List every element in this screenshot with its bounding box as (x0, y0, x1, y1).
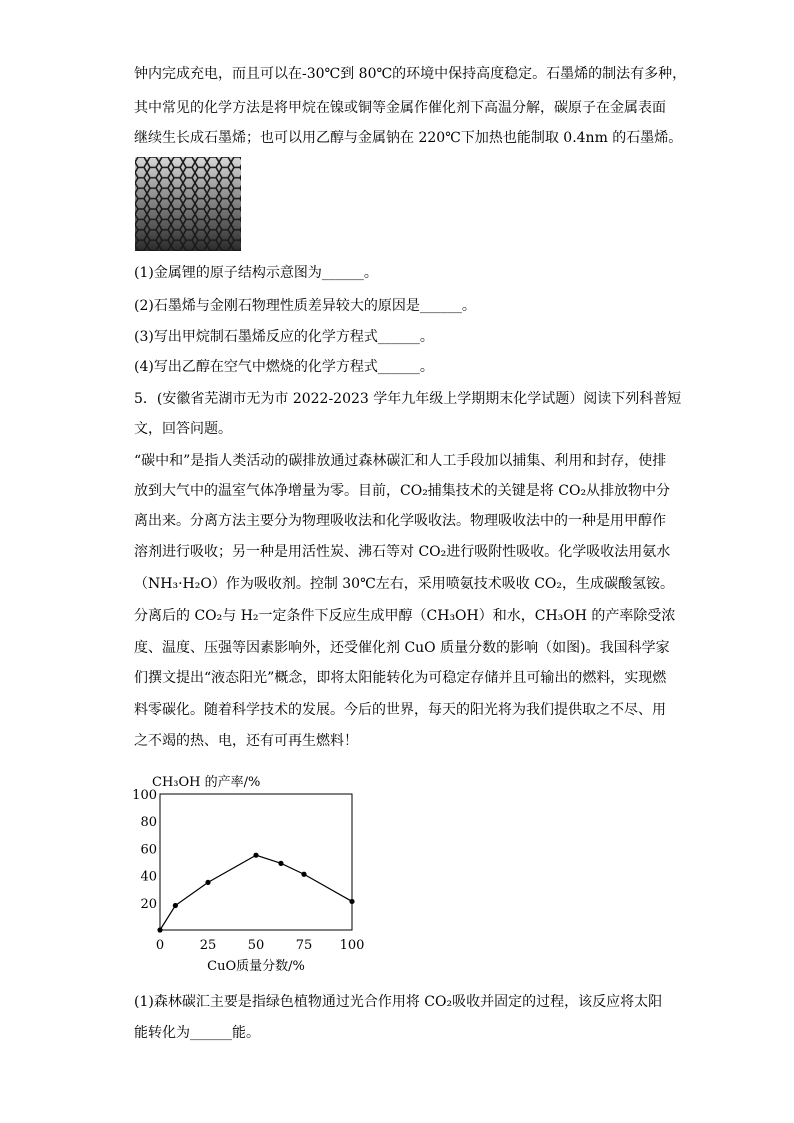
chart-data-point (173, 903, 178, 908)
passage-line-1: “碳中和”是指人类活动的碳排放通过森林碳汇和人工手段加以捕集、利用和封存，使排 (134, 453, 667, 469)
x-tick-label: 75 (295, 938, 313, 953)
passage-line-9: 料零碳化。随着科学技术的发展。今后的世界，每天的阳光将为我们提供取之不尽、用 (134, 702, 666, 718)
chart-plot-frame (160, 794, 352, 930)
graphene-lattice-image (135, 157, 241, 251)
chart-data-point (205, 880, 210, 885)
q5-question-line-2: 能转化为______能。 (134, 1025, 260, 1041)
cuo-yield-chart (128, 768, 368, 978)
question-4-3: (3)写出甲烷制石墨烯反应的化学方程式______。 (134, 329, 434, 345)
x-tick-label: 100 (339, 938, 365, 953)
question-4-2: (2)石墨烯与金刚石物理性质差异较大的原因是______。 (134, 298, 476, 314)
chart-data-point (253, 853, 258, 858)
chart-ylabel: CH₃OH 的产率/% (152, 775, 261, 790)
y-tick-label: 100 (132, 788, 157, 803)
y-tick-label: 20 (140, 896, 157, 912)
passage-line-8: 们撰文提出“液态阳光”概念，即将太阳能转化为可稳定存储并且可输出的燃料，实现燃 (134, 670, 667, 686)
question-4-4: (4)写出乙醇在空气中燃烧的化学方程式______。 (134, 359, 434, 375)
passage-line-7: 度、温度、压强等因素影响外，还受催化剂 CuO 质量分数的影响（如图)。我国科学家 (134, 640, 670, 656)
q5-header-line-2: 文，回答问题。 (134, 421, 232, 437)
x-tick-label: 0 (155, 938, 165, 953)
y-tick-label: 40 (140, 869, 157, 885)
q5-question-line-1: (1)森林碳汇主要是指绿色植物通过光合作用将 CO₂吸收并固定的过程，该反应将太阳 (134, 994, 663, 1010)
y-tick-label: 80 (140, 815, 157, 831)
chart-xlabel: CuO质量分数/% (207, 959, 305, 974)
chart-data-point (301, 872, 306, 877)
passage-line-6: 分离后的 CO₂与 H₂一定条件下反应生成甲醇（CH₃OH）和水，CH₃OH 的产率除受浓 (134, 608, 676, 624)
passage-line-4: 溶剂进行吸收；另一种是用活性炭、沸石等对 CO₂进行吸附性吸收。化学吸收法用氨水 (134, 544, 671, 560)
chart-data-point (278, 861, 283, 866)
x-tick-label: 50 (247, 938, 265, 953)
passage-line-3: 离出来。分离方法主要分为物理吸收法和化学吸收法。物理吸收法中的一种是用甲醇作 (134, 513, 666, 529)
intro-line-1: 钟内完成充电，而且可以在-30℃到 80℃的环境中保持高度稳定。石墨烯的制法有多种， (134, 66, 687, 82)
x-tick-label: 25 (199, 938, 217, 953)
passage-line-5: （NH₃·H₂O）作为吸收剂。控制 30℃左右，采用喷氨技术吸收 CO₂，生成碳酸氢铵。 (134, 576, 674, 592)
passage-line-10: 之不竭的热、电，还有可再生燃料！ (134, 733, 358, 749)
q5-header-line-1: 5．(安徽省芜湖市无为市 2022-2023 学年九年级上学期期末化学试题）阅读下列科普短 (134, 391, 682, 407)
passage-line-2: 放到大气中的温室气体净增量为零。目前，CO₂捕集技术的关键是将 CO₂从排放物中分 (134, 483, 671, 499)
y-tick-label: 60 (140, 842, 157, 858)
chart-data-point (157, 927, 162, 932)
intro-line-3: 继续生长成石墨烯；也可以用乙醇与金属钠在 220℃下加热也能制取 0.4nm 的石墨烯。 (134, 130, 683, 146)
chart-series-line (160, 855, 352, 930)
intro-line-2: 其中常见的化学方法是将甲烷在镍或铜等金属作催化剂下高温分解，碳原子在金属表面 (134, 100, 666, 116)
chart-data-point (349, 899, 354, 904)
question-4-1: (1)金属锂的原子结构示意图为______。 (134, 265, 378, 281)
